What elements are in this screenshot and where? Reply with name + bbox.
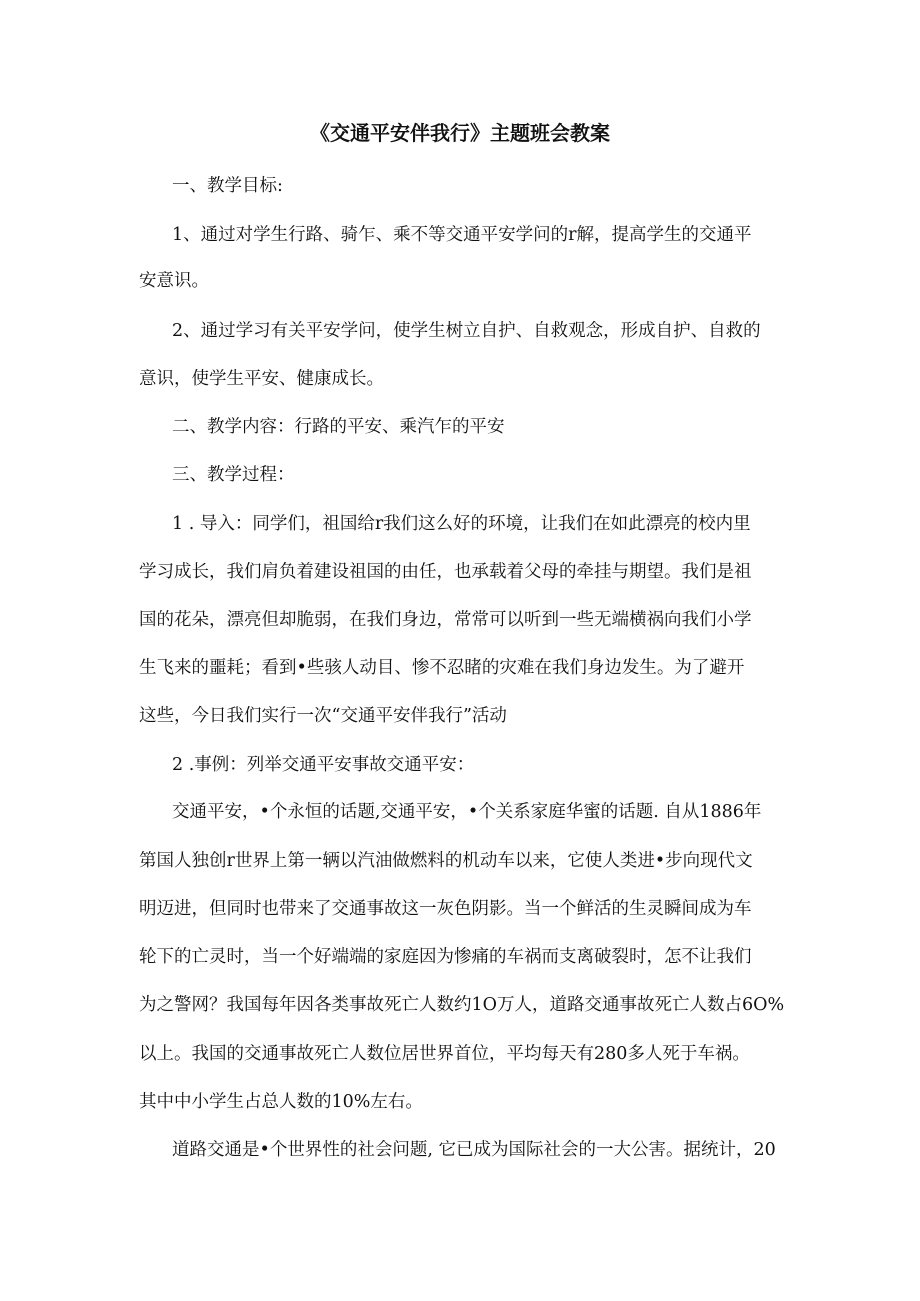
paragraph-line: 以上。我国的交通事故死亡人数位居世界首位，平均每天有280多人死于车祸。 xyxy=(139,1044,750,1064)
paragraph-line: 其中中小学生占总人数的10%左右。 xyxy=(139,1092,423,1112)
heading-examples: 2 .事例：列举交通平安事故交通平安： xyxy=(172,755,475,775)
paragraph-line: 1 . 导入：同学们，祖国给r我们这么好的环境，让我们在如此漂亮的校内里 xyxy=(172,514,751,534)
heading-teaching-goals: 一、教学目标: xyxy=(172,176,283,196)
paragraph-line: 国的花朵，漂亮但却脆弱，在我们身边，常常可以听到一些无端横祸向我们小学 xyxy=(139,610,752,630)
paragraph-line: 意识，使学生平安、健康成长。 xyxy=(139,369,384,389)
paragraph-line: 轮下的亡灵时，当一个好端端的家庭因为惨痛的车祸而支离破裂时，怎不让我们 xyxy=(139,947,752,967)
paragraph-line: 第国人独创r世界上第一辆以汽油做燃料的机动车以来，它使人类进•步向现代文 xyxy=(139,851,753,871)
paragraph-line: 安意识。 xyxy=(139,271,209,291)
paragraph-line: 道路交通是•个世界性的社会问题, 它已成为国际社会的一大公害。据统计，20 xyxy=(172,1140,776,1160)
paragraph-line: 2、通过学习有关平安学问，使学生树立自护、自救观念，形成自护、自救的 xyxy=(172,321,761,341)
paragraph-line: 明迈进，但同时也带来了交通事故这一灰色阴影。当一个鲜活的生灵瞬间成为车 xyxy=(139,899,752,919)
paragraph-line: 这些，今日我们实行一次“交通平安伴我行”活动 xyxy=(139,706,507,726)
heading-teaching-process: 三、教学过程： xyxy=(172,465,295,485)
paragraph-line: 学习成长，我们肩负着建设祖国的由任，也承载着父母的牵挂与期望。我们是祖 xyxy=(139,562,752,582)
heading-teaching-content: 二、教学内容：行路的平安、乘汽乍的平安 xyxy=(172,417,505,437)
paragraph-line: 交通平安，•个永恒的话题,交通平安，•个关系家庭华蜜的话题. 自从1886年 xyxy=(172,802,762,822)
paragraph-line: 为之警网？我国每年因各类事故死亡人数约1O万人，道路交通事故死亡人数占6O% xyxy=(139,995,785,1015)
document-title: 《交通平安伴我行》主题班会教案 xyxy=(310,121,610,145)
paragraph-line: 1、通过对学生行路、骑乍、乘不等交通平安学问的r解，提高学生的交通平 xyxy=(172,225,752,245)
paragraph-line: 生飞来的噩耗；看到•些骇人动目、惨不忍睹的灾难在我们身边发生。为了避开 xyxy=(139,658,745,678)
